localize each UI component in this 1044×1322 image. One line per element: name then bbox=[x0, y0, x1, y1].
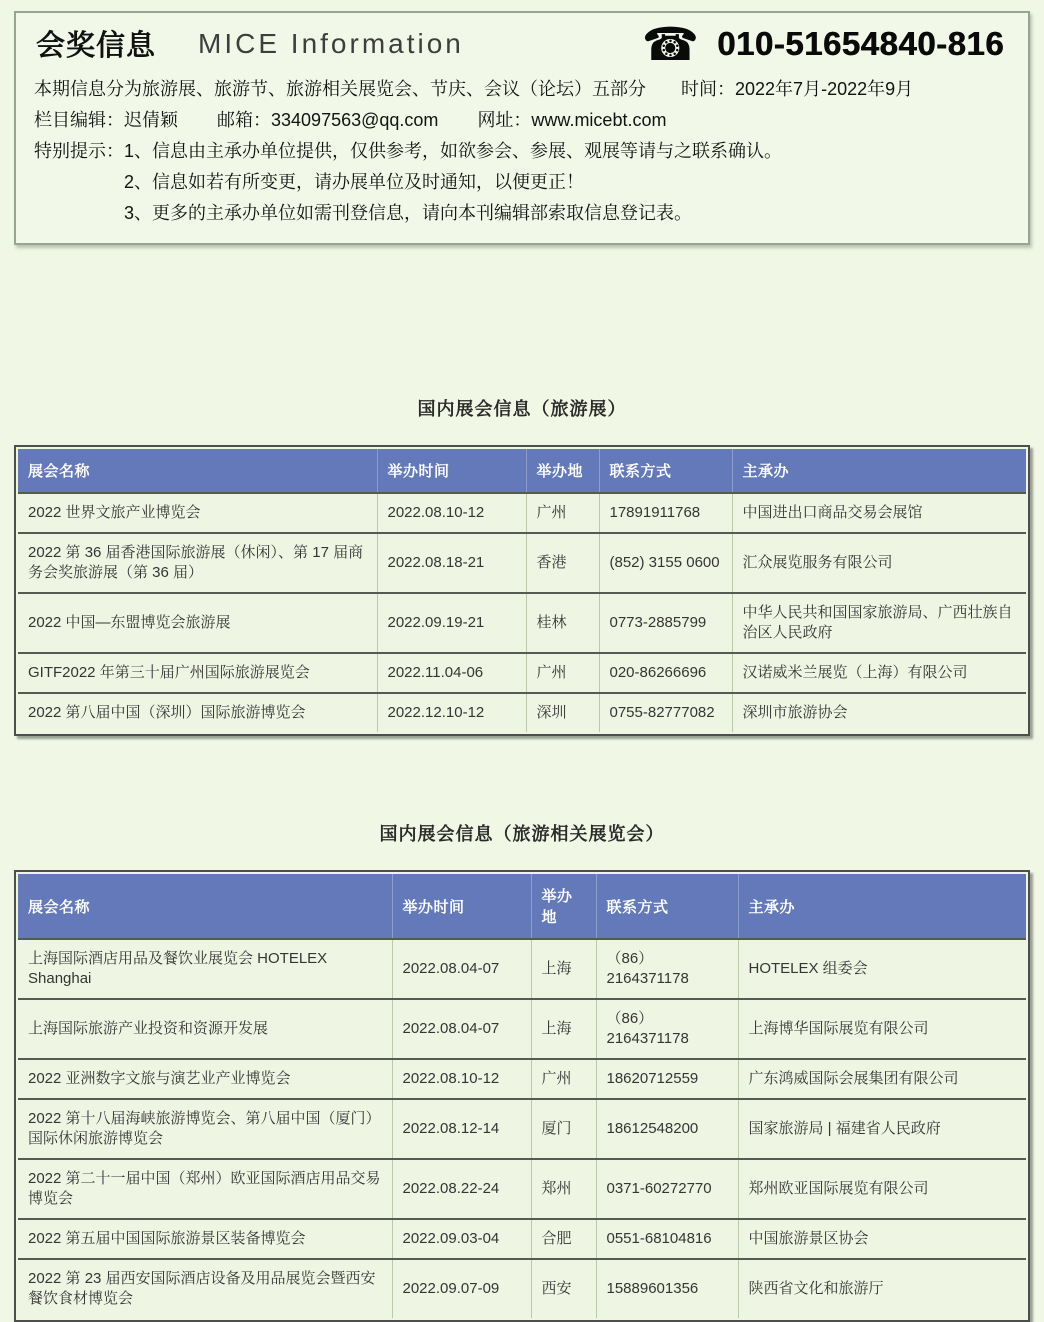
table-row bbox=[18, 1099, 1026, 1159]
table-cell: 厦门 bbox=[531, 1099, 596, 1159]
table-row bbox=[18, 1219, 1026, 1259]
newsletter-page bbox=[0, 11, 1044, 1307]
table-cell: 18612548200 bbox=[596, 1099, 738, 1159]
table-cell: 广州 bbox=[526, 653, 599, 693]
table-cell: 国家旅游局 | 福建省人民政府 bbox=[738, 1099, 1026, 1159]
notice-item: 3、更多的主承办单位如需刊登信息，请向本刊编辑部索取信息登记表。 bbox=[124, 203, 693, 223]
column-header-date: 举办时间 bbox=[392, 874, 531, 939]
table-cell: 2022.08.10-12 bbox=[377, 493, 526, 533]
table-cell: 上海 bbox=[531, 939, 596, 999]
column-header-contact: 联系方式 bbox=[599, 449, 732, 493]
table-cell: （86）2164371178 bbox=[596, 939, 738, 999]
table-cell: 广州 bbox=[531, 1059, 596, 1099]
table-row bbox=[18, 653, 1026, 693]
table-cell: 2022.08.04-07 bbox=[392, 999, 531, 1059]
table-cell: 0551-68104816 bbox=[596, 1219, 738, 1259]
table-cell: 2022.11.04-06 bbox=[377, 653, 526, 693]
notice-item: 2、信息如若有所变更，请办展单位及时通知，以便更正！ bbox=[124, 172, 585, 192]
table-cell: 汇众展览服务有限公司 bbox=[732, 533, 1026, 593]
section-title-related-expo: 国内展会信息（旅游相关展览会） bbox=[379, 824, 665, 844]
table-cell: 0755-82777082 bbox=[599, 693, 732, 732]
table-cell: 深圳 bbox=[526, 693, 599, 732]
table-cell: 中国进出口商品交易会展馆 bbox=[732, 493, 1026, 533]
table-cell: 2022.08.22-24 bbox=[392, 1159, 531, 1219]
hotline-number: 010-51654840-816 bbox=[717, 24, 1004, 62]
table-header-row bbox=[18, 449, 1026, 493]
table-cell: 中华人民共和国国家旅游局、广西壮族自治区人民政府 bbox=[732, 593, 1026, 653]
table-cell: 广东鸿威国际会展集团有限公司 bbox=[738, 1059, 1026, 1099]
table-frame-related-expo bbox=[14, 870, 1030, 1322]
table-row bbox=[18, 493, 1026, 533]
email-text: 邮箱：334097563@qq.com bbox=[217, 110, 439, 130]
table-cell: 汉诺威米兰展览（上海）有限公司 bbox=[732, 653, 1026, 693]
table-cell: 香港 bbox=[526, 533, 599, 593]
column-header-name: 展会名称 bbox=[18, 449, 377, 493]
section-title-travel-expo: 国内展会信息（旅游展） bbox=[417, 399, 627, 419]
table-cell: 2022.09.03-04 bbox=[392, 1219, 531, 1259]
table-row bbox=[18, 1259, 1026, 1318]
table-cell: 2022.09.07-09 bbox=[392, 1259, 531, 1318]
table-cell: 15889601356 bbox=[596, 1259, 738, 1318]
table-cell: 2022.08.18-21 bbox=[377, 533, 526, 593]
column-header-contact: 联系方式 bbox=[596, 874, 738, 939]
table-cell: 上海国际旅游产业投资和资源开发展 bbox=[18, 999, 392, 1059]
table-cell: 0773-2885799 bbox=[599, 593, 732, 653]
table-cell: （86）2164371178 bbox=[596, 999, 738, 1059]
table-cell: 2022.08.10-12 bbox=[392, 1059, 531, 1099]
table-header-row bbox=[18, 874, 1026, 939]
notice-lines bbox=[124, 136, 782, 229]
table-cell: 广州 bbox=[526, 493, 599, 533]
column-header-organizer: 主承办 bbox=[732, 449, 1026, 493]
table-cell: 0371-60272770 bbox=[596, 1159, 738, 1219]
column-header-name: 展会名称 bbox=[18, 874, 392, 939]
table-cell: 2022 世界文旅产业博览会 bbox=[18, 493, 377, 533]
intro-line bbox=[34, 74, 1010, 105]
table-cell: 深圳市旅游协会 bbox=[732, 693, 1026, 732]
notice-block bbox=[34, 136, 1010, 229]
website-text: 网址：www.micebt.com bbox=[477, 110, 667, 130]
table-cell: 2022.08.04-07 bbox=[392, 939, 531, 999]
table-cell: 2022 第十八届海峡旅游博览会、第八届中国（厦门）国际休闲旅游博览会 bbox=[18, 1099, 392, 1159]
table-row bbox=[18, 1159, 1026, 1219]
table-row bbox=[18, 593, 1026, 653]
table-cell: 020-86266696 bbox=[599, 653, 732, 693]
intro-text: 本期信息分为旅游展、旅游节、旅游相关展览会、节庆、会议（论坛）五部分 bbox=[34, 79, 646, 99]
table-cell: 2022 亚洲数字文旅与演艺业产业博览会 bbox=[18, 1059, 392, 1099]
table-cell: 陕西省文化和旅游厅 bbox=[738, 1259, 1026, 1318]
page-title-cn: 会奖信息 bbox=[36, 30, 157, 62]
table-cell: 2022.08.12-14 bbox=[392, 1099, 531, 1159]
table-row bbox=[18, 939, 1026, 999]
table-cell: 郑州欧亚国际展览有限公司 bbox=[738, 1159, 1026, 1219]
editor-text: 栏目编辑：迟倩颖 bbox=[34, 110, 178, 130]
table-cell: 2022 第八届中国（深圳）国际旅游博览会 bbox=[18, 693, 377, 732]
table-cell: HOTELEX 组委会 bbox=[738, 939, 1026, 999]
telephone-icon: ☎ bbox=[641, 17, 700, 70]
table-cell: 郑州 bbox=[531, 1159, 596, 1219]
table-cell: 中国旅游景区协会 bbox=[738, 1219, 1026, 1259]
table-cell: 2022.12.10-12 bbox=[377, 693, 526, 732]
table-cell: 西安 bbox=[531, 1259, 596, 1318]
panel-body bbox=[34, 74, 1010, 229]
table-cell: 合肥 bbox=[531, 1219, 596, 1259]
column-header-date: 举办时间 bbox=[377, 449, 526, 493]
period-text: 时间：2022年7月-2022年9月 bbox=[681, 79, 914, 99]
table-row bbox=[18, 533, 1026, 593]
notice-item: 1、信息由主承办单位提供，仅供参考，如欲参会、参展、观展等请与之联系确认。 bbox=[124, 141, 783, 161]
column-header-organizer: 主承办 bbox=[738, 874, 1026, 939]
table-travel-expo bbox=[18, 449, 1026, 732]
table-cell: 2022 第二十一届中国（郑州）欧亚国际酒店用品交易博览会 bbox=[18, 1159, 392, 1219]
table-row bbox=[18, 999, 1026, 1059]
notice-label: 特别提示： bbox=[34, 141, 124, 161]
table-cell: (852) 3155 0600 bbox=[599, 533, 732, 593]
table-related-expo bbox=[18, 874, 1026, 1318]
table-cell: 2022 中国—东盟博览会旅游展 bbox=[18, 593, 377, 653]
table-row bbox=[18, 693, 1026, 732]
hotline bbox=[641, 17, 1008, 70]
column-header-place: 举办地 bbox=[526, 449, 599, 493]
page-title-en: MICE Information bbox=[198, 27, 464, 59]
table-cell: 2022 第 23 届西安国际酒店设备及用品展览会暨西安餐饮食材博览会 bbox=[18, 1259, 392, 1318]
table-frame-travel-expo bbox=[14, 445, 1030, 736]
table-cell: 上海 bbox=[531, 999, 596, 1059]
mice-info-panel bbox=[14, 11, 1030, 245]
column-header-place: 举办地 bbox=[531, 874, 596, 939]
table-cell: 上海博华国际展览有限公司 bbox=[738, 999, 1026, 1059]
table-cell: 2022 第五届中国国际旅游景区装备博览会 bbox=[18, 1219, 392, 1259]
table-cell: 2022 第 36 届香港国际旅游展（休闲）、第 17 届商务会奖旅游展（第 36 届） bbox=[18, 533, 377, 593]
table-cell: GITF2022 年第三十届广州国际旅游展览会 bbox=[18, 653, 377, 693]
table-cell: 17891911768 bbox=[599, 493, 732, 533]
panel-header bbox=[34, 17, 1010, 74]
table-cell: 2022.09.19-21 bbox=[377, 593, 526, 653]
editor-line bbox=[34, 105, 1010, 136]
table-cell: 桂林 bbox=[526, 593, 599, 653]
table-cell: 上海国际酒店用品及餐饮业展览会 HOTELEX Shanghai bbox=[18, 939, 392, 999]
table-cell: 18620712559 bbox=[596, 1059, 738, 1099]
table-row bbox=[18, 1059, 1026, 1099]
